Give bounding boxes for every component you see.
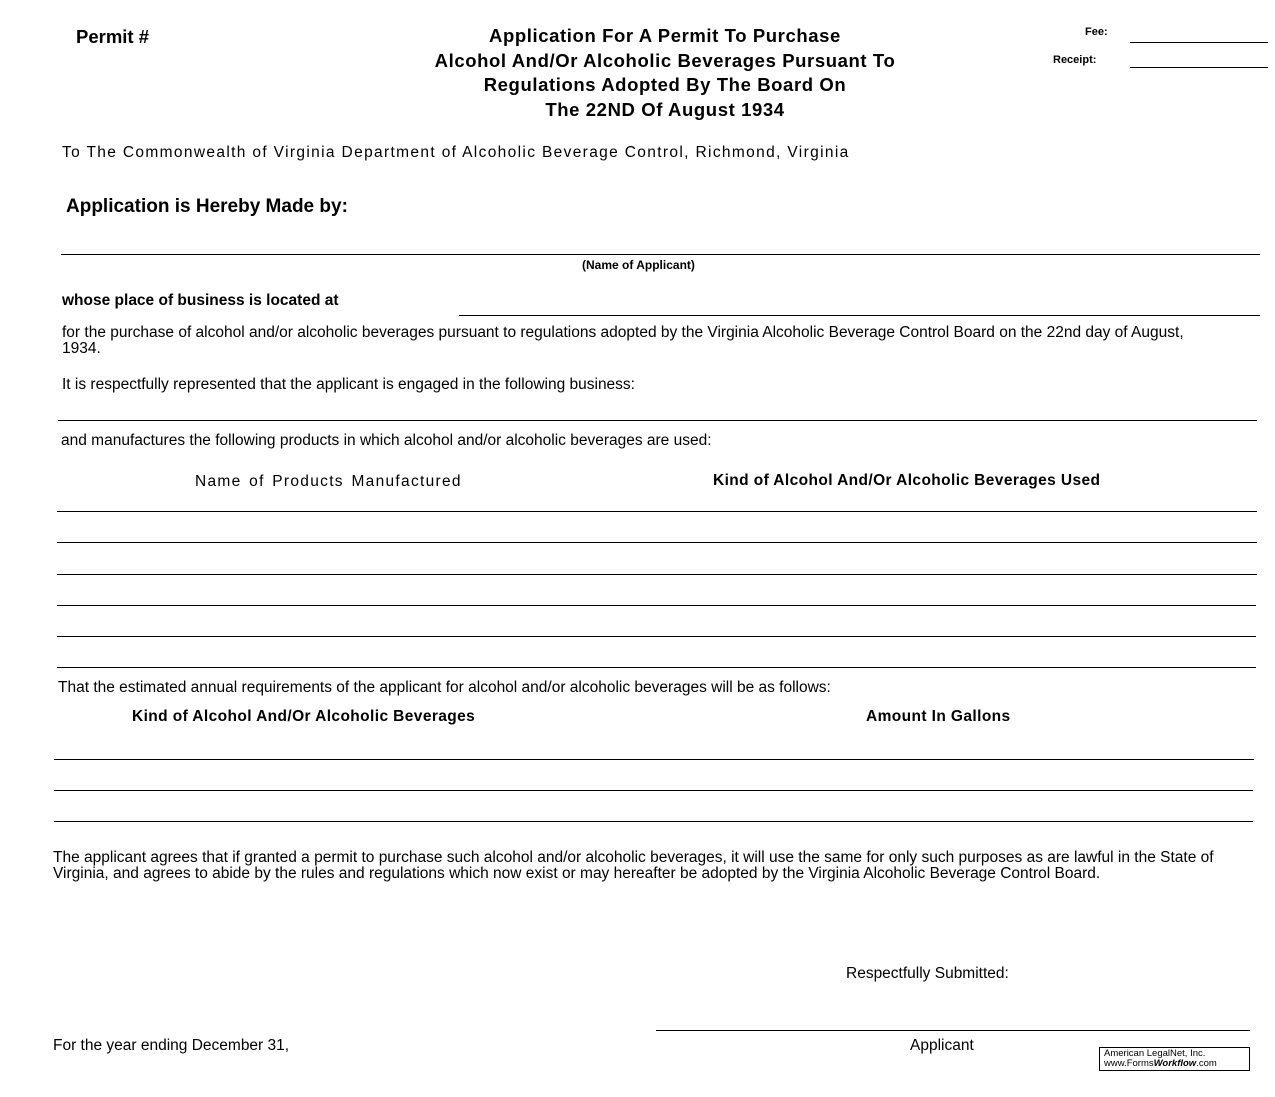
agreement-text: The applicant agrees that if granted a permit to purchase such alcohol and/or alcoholic beverages, it will use the same for only such purposes as are lawful in the State of Virginia, and agrees to abide by the rules and regulations which now exist or may hereafter be adopted by the Virginia Alcoholic Beverage Control Board. [53, 849, 1214, 882]
products-row-line[interactable] [57, 636, 1256, 637]
products-row-line[interactable] [57, 605, 1256, 606]
logo-company-name: American LegalNet, Inc. [1104, 1048, 1206, 1059]
requirements-row-line[interactable] [54, 790, 1253, 791]
products-row-line[interactable] [57, 574, 1257, 575]
products-row-line[interactable] [57, 511, 1257, 512]
business-input-line[interactable] [58, 420, 1257, 421]
products-column-header: Name of Products Manufactured [195, 473, 462, 490]
form-title-line-1: Application For A Permit To Purchase [489, 25, 841, 46]
applicant-label: Applicant [910, 1037, 974, 1054]
permit-number-label: Permit # [76, 26, 150, 47]
form-title-line-2: Alcohol And/Or Alcoholic Beverages Pursuant To [434, 50, 896, 71]
business-description-text: It is respectfully represented that the applicant is engaged in the following business: [62, 376, 635, 393]
fee-label: Fee: [1085, 26, 1108, 38]
addressee-text: To The Commonwealth of Virginia Department of Alcoholic Beverage Control, Richmond, Virginia [62, 144, 850, 161]
form-title-line-3: Regulations Adopted By The Board On [483, 74, 847, 95]
requirements-text: That the estimated annual requirements of the applicant for alcohol and/or alcoholic beverages will be as follows: [58, 679, 831, 696]
requirements-row-line[interactable] [54, 759, 1254, 760]
application-heading: Application is Hereby Made by: [66, 196, 348, 217]
business-location-label: whose place of business is located at [62, 292, 339, 309]
applicant-name-caption: (Name of Applicant) [582, 258, 695, 272]
manufactures-text: and manufactures the following products in which alcohol and/or alcoholic beverages are used: [61, 432, 712, 449]
purpose-text: for the purchase of alcohol and/or alcoholic beverages pursuant to regulations adopted by the Virginia Alcoholic Beverage Control Board on the 22nd day of August, 1934. [62, 324, 1184, 357]
beverage-kind-column-header: Kind of Alcohol And/Or Alcoholic Beverages [132, 708, 476, 725]
american-legalnet-logo [1099, 1047, 1250, 1071]
business-location-line[interactable] [459, 315, 1260, 316]
form-title-line-4: The 22ND Of August 1934 [545, 99, 785, 120]
beverages-used-column-header: Kind of Alcohol And/Or Alcoholic Beverages Used [713, 472, 1101, 489]
year-ending-label: For the year ending December 31, [53, 1037, 290, 1054]
applicant-name-line[interactable] [61, 254, 1260, 255]
fee-input-line[interactable] [1130, 42, 1268, 43]
logo-website: www.FormsWorkflow.com [1104, 1058, 1217, 1069]
receipt-label: Receipt: [1053, 54, 1097, 66]
applicant-signature-line[interactable] [656, 1030, 1250, 1031]
gallons-column-header: Amount In Gallons [866, 708, 1011, 725]
receipt-input-line[interactable] [1130, 67, 1268, 68]
requirements-row-line[interactable] [54, 821, 1253, 822]
products-row-line[interactable] [57, 667, 1256, 668]
products-row-line[interactable] [57, 542, 1257, 543]
respectfully-submitted-label: Respectfully Submitted: [846, 965, 1009, 982]
